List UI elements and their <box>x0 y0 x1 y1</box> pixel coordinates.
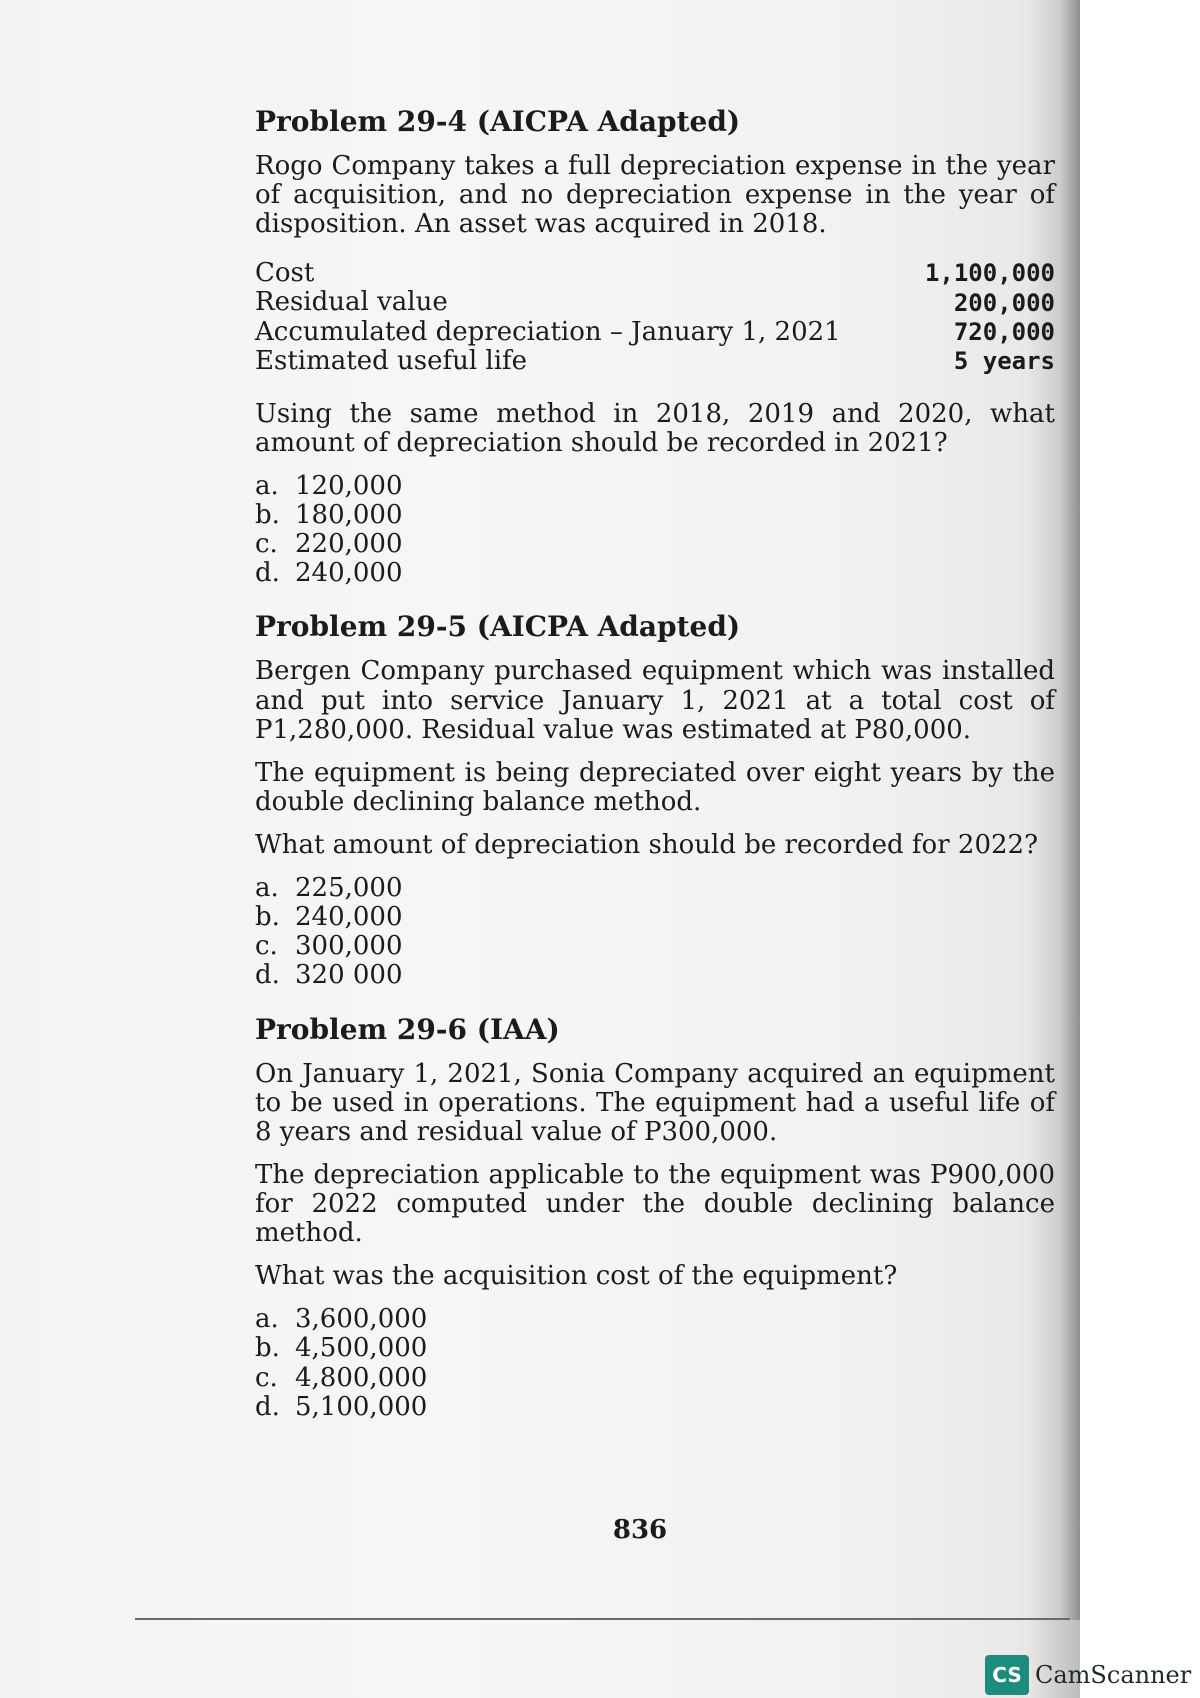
camscanner-watermark <box>985 1653 1191 1697</box>
choice-letter: a. <box>255 873 279 904</box>
choice-text: 300,000 <box>295 931 403 962</box>
choice-item <box>255 1305 1055 1334</box>
choice-text: 320 000 <box>295 960 403 991</box>
choice-text: 5,100,000 <box>295 1391 428 1422</box>
choice-letter: d. <box>255 1391 280 1422</box>
choice-letter: c. <box>255 1362 278 1393</box>
answer-choices <box>255 874 1055 990</box>
page-bottom-rule <box>135 1618 1070 1620</box>
choice-item <box>255 501 1055 530</box>
choice-text: 240,000 <box>295 558 403 589</box>
choice-letter: b. <box>255 902 280 933</box>
choice-item <box>255 932 1055 961</box>
problem-29-6 <box>255 1013 1055 1422</box>
choice-item <box>255 874 1055 903</box>
choice-letter: a. <box>255 1304 279 1335</box>
page-edge-shadow <box>1060 0 1080 1620</box>
choice-text: 4,500,000 <box>295 1333 428 1364</box>
problem-paragraph: Bergen Company purchased equipment which was installed and put into service January 1, 2021 at a total cost of P1,280,000. Residual value was estimated at P80,000. <box>255 656 1055 745</box>
problem-question: What amount of depreciation should be recorded for 2022? <box>255 829 1039 860</box>
choice-text: 220,000 <box>295 529 403 560</box>
data-row <box>255 259 1055 288</box>
choice-text: 240,000 <box>295 902 403 933</box>
choice-letter: b. <box>255 500 280 531</box>
problem-paragraph: On January 1, 2021, Sonia Company acquired an equipment to be used in operations. The equipment had a useful life of 8 years and residual value of P300,000. <box>255 1058 1055 1147</box>
problem-title: Problem 29-6 (IAA) <box>255 1012 560 1046</box>
data-value: 5 years <box>953 346 1055 375</box>
data-value: 720,000 <box>953 317 1055 346</box>
choice-item <box>255 1364 1055 1393</box>
answer-choices <box>255 472 1055 588</box>
choice-letter: c. <box>255 529 278 560</box>
problem-29-5 <box>255 610 1055 990</box>
choice-text: 225,000 <box>295 873 403 904</box>
choice-letter: d. <box>255 558 280 589</box>
choice-item <box>255 472 1055 501</box>
camscanner-label: CamScanner <box>1035 1661 1192 1689</box>
choice-item <box>255 1334 1055 1363</box>
problem-29-4 <box>255 105 1055 588</box>
problem-paragraph: The depreciation applicable to the equipment was P900,000 for 2022 computed under the double declining balance method. <box>255 1159 1055 1249</box>
data-row <box>255 288 1055 317</box>
problem-intro: Rogo Company takes a full depreciation expense in the year of acquisition, and no depreciation expense in the year of disposition. An asset was acquired in 2018. <box>255 151 1055 240</box>
choice-letter: c. <box>255 931 278 962</box>
data-label: Estimated useful life <box>255 345 528 376</box>
problem-question: What was the acquisition cost of the equipment? <box>255 1261 898 1292</box>
page-number: 836 <box>612 1515 668 1545</box>
data-value: 200,000 <box>953 288 1055 317</box>
choice-text: 180,000 <box>295 500 403 531</box>
data-row <box>255 347 1055 376</box>
data-label: Accumulated depreciation – January 1, 2021 <box>255 316 841 347</box>
page-content <box>255 105 1055 1444</box>
problem-title: Problem 29-5 (AICPA Adapted) <box>255 610 741 644</box>
data-value: 1,100,000 <box>924 259 1055 288</box>
choice-letter: d. <box>255 960 280 991</box>
choice-text: 3,600,000 <box>295 1304 428 1335</box>
choice-item <box>255 903 1055 932</box>
problem-paragraph: The equipment is being depreciated over eight years by the double declining balance method. <box>255 757 1055 817</box>
data-label: Residual value <box>255 287 448 318</box>
problem-title: Problem 29-4 (AICPA Adapted) <box>255 105 741 138</box>
choice-letter: a. <box>255 470 279 501</box>
choice-item <box>255 530 1055 559</box>
choice-item <box>255 559 1055 588</box>
data-label: Cost <box>255 258 315 289</box>
camscanner-logo-icon: CS <box>985 1655 1029 1695</box>
choice-item <box>255 961 1055 990</box>
data-row <box>255 318 1055 347</box>
problem-question: Using the same method in 2018, 2019 and 2020, what amount of depreciation should be recorded in 2021? <box>255 398 1055 458</box>
asset-data-table <box>255 259 1055 375</box>
choice-item <box>255 1393 1055 1422</box>
answer-choices <box>255 1305 1055 1421</box>
choice-letter: b. <box>255 1333 280 1364</box>
choice-text: 120,000 <box>295 470 403 501</box>
choice-text: 4,800,000 <box>295 1362 428 1393</box>
